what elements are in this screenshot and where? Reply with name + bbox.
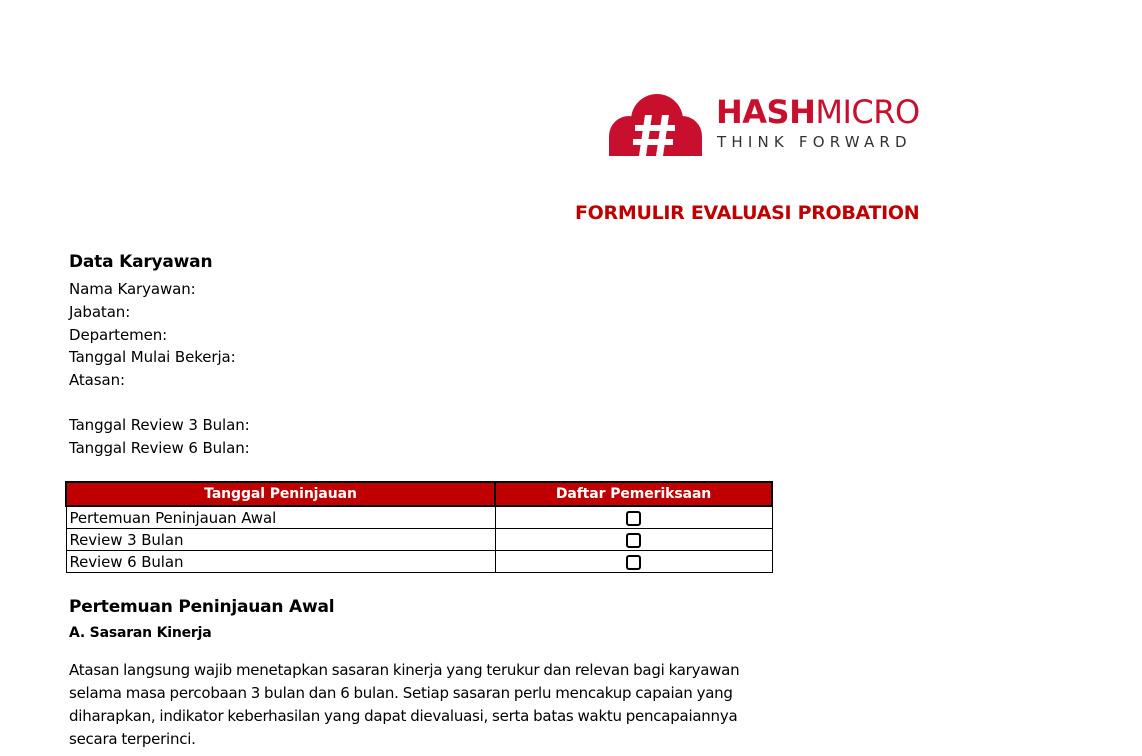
field-label-department: Departemen: [69,325,168,344]
initial-review-heading: Pertemuan Peninjauan Awal [69,597,335,617]
field-label-supervisor: Atasan: [69,371,125,390]
logo-tagline: THINK FORWARD [717,133,912,151]
row-label-initial-review: Pertemuan Peninjauan Awal [66,506,495,529]
field-label-employee-name: Nama Karyawan: [69,280,196,298]
table-row [66,529,772,551]
field-label-position: Jabatan: [69,302,131,321]
row-label-review-6-months: Review 6 Bulan [66,551,495,573]
check-cell [495,529,772,551]
field-label-review-3-months: Tanggal Review 3 Bulan: [69,416,250,434]
check-cell [495,506,772,529]
performance-targets-subheading: A. Sasaran Kinerja [69,625,212,641]
check-cell [495,551,772,573]
review-checklist-table [65,481,773,573]
checkbox-review-6-months[interactable] [626,555,641,570]
table-row [66,506,772,529]
checkbox-review-3-months[interactable] [626,533,641,548]
logo-brand-strong: HASH [716,93,816,131]
logo-brand-light: MICRO [815,93,920,131]
cloud-hash-logo-icon [604,94,704,156]
review-date-list [69,414,250,460]
column-header-checklist: Daftar Pemeriksaan [495,482,772,506]
column-header-review-date: Tanggal Peninjauan [66,482,495,506]
table-row [66,551,772,573]
company-logo [604,94,944,156]
row-label-review-3-months: Review 3 Bulan [66,529,495,551]
employee-data-heading: Data Karyawan [69,252,213,272]
table-header-row [66,482,772,506]
field-label-review-6-months: Tanggal Review 6 Bulan: [69,438,250,457]
checkbox-initial-review[interactable] [626,511,641,526]
employee-field-list [69,278,236,392]
form-title: FORMULIR EVALUASI PROBATION [575,202,920,224]
field-label-start-date: Tanggal Mulai Bekerja: [69,348,236,367]
logo-brand-name [716,94,920,130]
performance-targets-paragraph: Atasan langsung wajib menetapkan sasaran kinerja yang terukur dan relevan bagi karyawan selama masa percobaan 3 bulan dan 6 bulan. Setiap sasaran perlu mencakup capaian yang diharapkan, indikator keberhasilan yang dapat dievaluasi, serta batas waktu pencapaiannya secara terperinci. [69,661,740,748]
